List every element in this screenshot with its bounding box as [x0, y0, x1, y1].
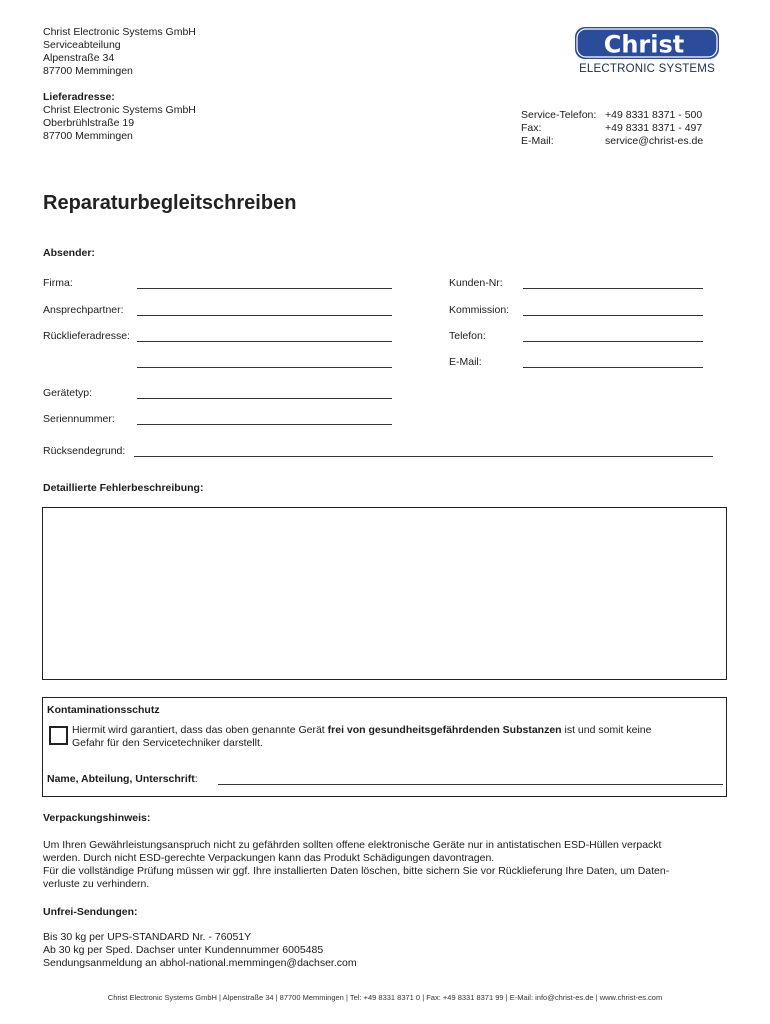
absender-heading: Absender: [43, 247, 95, 259]
christ-logo [572, 24, 722, 76]
packaging-line: werden. Durch nicht ESD-gerechte Verpackungen kann das Produkt Schädigungen davontragen. [43, 852, 495, 864]
signature-field[interactable] [218, 784, 723, 785]
kunden-nr-label: Kunden-Nr: [449, 277, 503, 289]
contamination-text-pre: Hiermit wird garantiert, dass das oben genannte Gerät [72, 724, 328, 736]
seriennummer-label: Seriennummer: [43, 413, 115, 425]
delivery-line: Christ Electronic Systems GmbH [43, 104, 196, 116]
contamination-text-bold: frei von gesundheitsgefährdenden Substanzen [327, 724, 562, 736]
firma-label: Firma: [43, 277, 73, 289]
contact-value: +49 8331 8371 - 497 [605, 122, 703, 134]
logo-wordmark-text: Christ [603, 30, 685, 59]
delivery-address [43, 91, 196, 143]
contact-key: Service-Telefon: [521, 109, 597, 121]
signature-label-wrap: Name, Abteilung, Unterschrift: [47, 773, 198, 785]
fehlerbeschreibung-textarea[interactable] [42, 507, 727, 680]
ruecklieferadresse-label: Rücklieferadresse: [43, 330, 130, 342]
ruecksendegrund-label: Rücksendegrund: [43, 445, 126, 457]
ruecklieferadresse-field[interactable] [137, 341, 392, 342]
packaging-text [43, 839, 733, 891]
contamination-heading: Kontaminationsschutz [47, 704, 160, 716]
service-contact [521, 109, 703, 148]
sender-line: Serviceabteilung [43, 39, 121, 51]
fehlerbeschreibung-heading: Detaillierte Fehlerbeschreibung: [43, 482, 204, 494]
sender-address [43, 26, 196, 78]
seriennummer-field[interactable] [137, 424, 392, 425]
ansprechpartner-field[interactable] [137, 315, 392, 316]
delivery-heading: Lieferadresse: [43, 91, 115, 103]
logo-subtitle: ELECTRONIC SYSTEMS [579, 63, 715, 75]
unfree-line: Sendungsanmeldung an abhol-national.memmingen@dachser.com [43, 957, 357, 969]
contamination-checkbox[interactable] [49, 726, 68, 745]
unfree-line: Bis 30 kg per UPS-STANDARD Nr. - 76051Y [43, 931, 252, 943]
kommission-field[interactable] [523, 315, 703, 316]
packaging-line: Um Ihren Gewährleistungsanspruch nicht zu gefährden sollten offene elektronische Geräte nur in antistatischen ESD-Hüllen verpackt [43, 839, 662, 851]
kommission-label: Kommission: [449, 304, 510, 316]
contact-key: Fax: [521, 122, 542, 134]
ruecklieferadresse-field-2[interactable] [137, 367, 392, 368]
christ-wordmark-logo [572, 24, 722, 64]
packaging-line: Für die vollständige Prüfung müssen wir ggf. Ihre installierten Daten löschen, bitte sichern Sie vor Rücklieferung Ihre Daten, um Daten- [43, 865, 670, 877]
delivery-line: Oberbrühlstraße 19 [43, 117, 135, 129]
delivery-line: 87700 Memmingen [43, 130, 133, 142]
email-field[interactable] [523, 367, 703, 368]
packaging-line: verluste zu verhindern. [43, 878, 150, 890]
contact-value: service@christ-es.de [605, 135, 704, 147]
page-title: Reparaturbegleitschreiben [43, 192, 297, 214]
sender-line: Christ Electronic Systems GmbH [43, 26, 196, 38]
telefon-label: Telefon: [449, 330, 486, 342]
geraetetyp-field[interactable] [137, 398, 392, 399]
packaging-heading: Verpackungshinweis: [43, 812, 151, 824]
signature-label: Name, Abteilung, Unterschrift [47, 773, 195, 785]
contact-value: +49 8331 8371 - 500 [605, 109, 703, 121]
unfree-heading: Unfrei-Sendungen: [43, 906, 138, 918]
ansprechpartner-label: Ansprechpartner: [43, 304, 124, 316]
telefon-field[interactable] [523, 341, 703, 342]
firma-field[interactable] [137, 288, 392, 289]
unfree-text [43, 931, 733, 970]
contamination-text [72, 724, 722, 750]
contamination-text-post: ist und somit keine [561, 724, 652, 736]
page-footer: Christ Electronic Systems GmbH | Alpenstraße 34 | 87700 Memmingen | Tel: +49 8331 8371 0 | Fax: +49 8331 8371 99 | E-Mail: info@christ-es.de | www.christ-es.com [107, 993, 663, 1002]
unfree-line: Ab 30 kg per Sped. Dachser unter Kundennummer 6005485 [43, 944, 324, 956]
sender-line: Alpenstraße 34 [43, 52, 115, 64]
email-label: E-Mail: [449, 356, 482, 368]
sender-line: 87700 Memmingen [43, 65, 133, 77]
contact-key: E-Mail: [521, 135, 554, 147]
kunden-nr-field[interactable] [523, 288, 703, 289]
geraetetyp-label: Gerätetyp: [43, 387, 93, 399]
contamination-text-line2: Gefahr für den Servicetechniker darstellt. [72, 737, 263, 749]
ruecksendegrund-field[interactable] [134, 456, 713, 457]
